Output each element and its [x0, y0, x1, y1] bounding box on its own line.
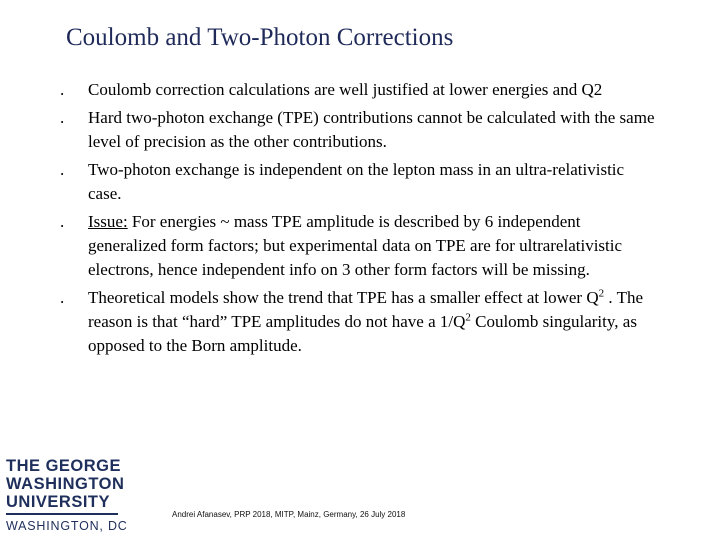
bullet-marker: . [60, 108, 65, 127]
logo-divider [6, 513, 118, 515]
bullet-text: Hard two-photon exchange (TPE) contributions cannot be calculated with the same level of precision as the other contributions. [88, 108, 655, 151]
superscript: 2 [465, 311, 471, 324]
issue-label: Issue: [88, 212, 128, 231]
slide-title: Coulomb and Two-Photon Corrections [66, 24, 454, 51]
bullet-item [0, 286, 660, 358]
bullet-text: Coulomb singularity, as opposed to the Born amplitude. [88, 312, 637, 355]
bullet-item [0, 210, 660, 282]
superscript: 2 [598, 287, 605, 300]
logo-line-1: THE GEORGE [6, 457, 122, 475]
bullet-text: Coulomb correction calculations are well justified at lower energies and Q2 [88, 80, 603, 99]
bullet-item [0, 158, 660, 206]
bullet-marker: . [60, 288, 65, 307]
bullet-item [0, 78, 660, 102]
logo-location: WASHINGTON, DC [6, 519, 128, 533]
university-logo [6, 457, 126, 533]
bullet-list [0, 78, 660, 362]
bullet-marker: . [60, 160, 65, 179]
bullet-item [0, 106, 660, 154]
bullet-text: Two-photon exchange is independent on the lepton mass in an ultra-relativistic case. [88, 160, 625, 203]
bullet-text: . The reason is that “hard” TPE amplitudes do not have a 1/Q [88, 288, 643, 331]
logo-line-2: WASHINGTON [6, 475, 125, 493]
slide-footer: Andrei Afanasev, PRP 2018, MITP, Mainz, Germany, 26 July 2018 [172, 510, 406, 519]
bullet-text: Theoretical models show the trend that TPE has a smaller effect at lower Q [88, 288, 599, 307]
bullet-text: For energies ~ mass TPE amplitude is described by 6 independent generalized form factors; but experimental data on TPE are for ultrarelativistic electrons, hence independent info on 3 other form factors will be missing. [88, 212, 623, 279]
bullet-marker: . [60, 80, 65, 99]
logo-line-3: UNIVERSITY [6, 493, 111, 511]
bullet-marker: . [60, 212, 65, 231]
